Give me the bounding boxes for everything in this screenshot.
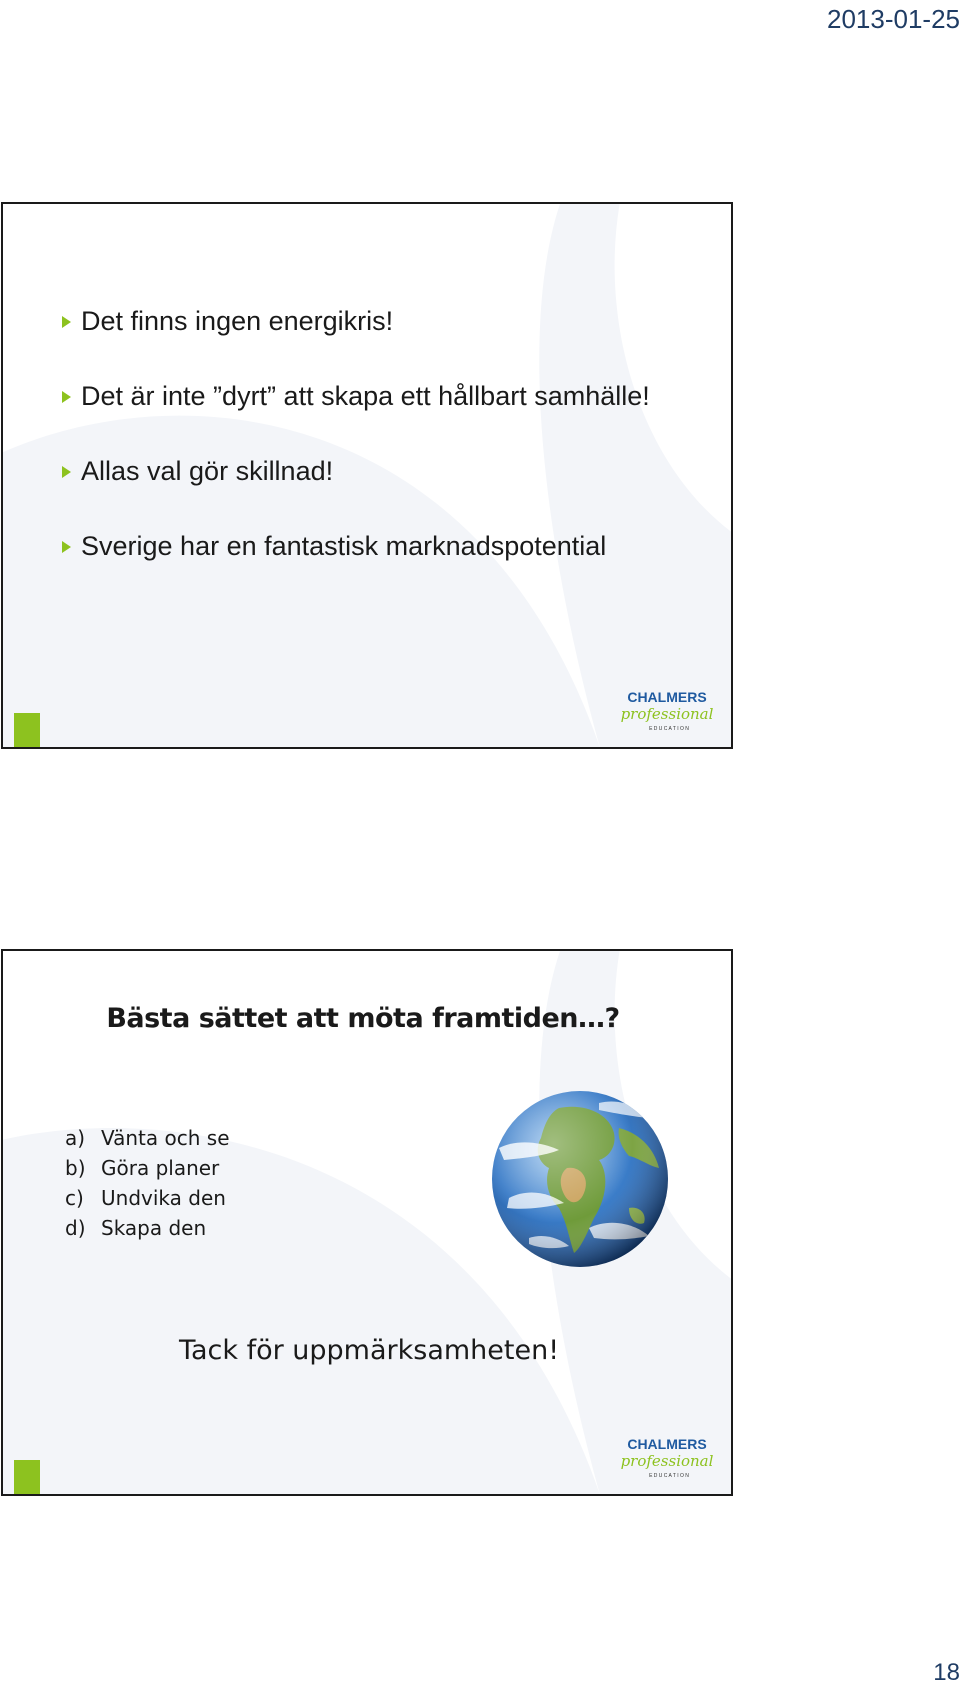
- chalmers-professional-logo: [619, 1436, 715, 1480]
- bullet-text: Allas val gör skillnad!: [81, 456, 334, 486]
- triangle-bullet-icon: [62, 466, 71, 478]
- option-list: [65, 1123, 230, 1243]
- logo-education-text: E D U C A T I O N: [649, 1473, 689, 1479]
- slide-title: Bästa sättet att möta framtiden…?: [106, 1003, 620, 1034]
- logo-chalmers-text: CHALMERS: [627, 1436, 707, 1452]
- option-text: Vänta och se: [101, 1126, 230, 1150]
- page-date: 2013-01-25: [827, 4, 960, 34]
- triangle-bullet-icon: [62, 316, 71, 328]
- page-number: 18: [933, 1659, 960, 1686]
- option-letter: b): [65, 1156, 86, 1180]
- option-letter: a): [65, 1126, 86, 1150]
- option-letter: c): [65, 1186, 84, 1210]
- option-text: Göra planer: [101, 1156, 220, 1180]
- earth-globe-image: [489, 1088, 671, 1270]
- bullet-item: [53, 456, 650, 531]
- bullet-text: Det finns ingen energikris!: [81, 306, 394, 336]
- option-item: [65, 1213, 230, 1243]
- bullet-text: Det är inte ”dyrt” att skapa ett hållbart samhälle!: [81, 381, 650, 411]
- triangle-bullet-icon: [62, 391, 71, 403]
- option-item: [65, 1153, 230, 1183]
- triangle-bullet-icon: [62, 541, 71, 553]
- bullet-item: [53, 531, 650, 606]
- slide-2: [1, 949, 733, 1496]
- option-text: Skapa den: [101, 1216, 207, 1240]
- chalmers-professional-logo: [619, 689, 715, 733]
- logo-chalmers-text: CHALMERS: [627, 689, 707, 705]
- logo-education-text: E D U C A T I O N: [649, 726, 689, 732]
- slide-1: [1, 202, 733, 749]
- logo-professional-text: professional: [620, 1452, 714, 1470]
- option-item: [65, 1183, 230, 1213]
- green-accent-square: [14, 713, 40, 747]
- green-accent-square: [14, 1460, 40, 1494]
- closing-message: Tack för uppmärksamheten!: [178, 1335, 560, 1366]
- option-text: Undvika den: [101, 1186, 226, 1210]
- logo-professional-text: professional: [620, 705, 714, 723]
- bullet-item: [53, 306, 650, 381]
- bullet-item: [53, 381, 650, 456]
- bullet-list: [53, 306, 650, 606]
- bullet-text: Sverige har en fantastisk marknadspotential: [81, 531, 607, 561]
- option-letter: d): [65, 1216, 86, 1240]
- option-item: [65, 1123, 230, 1153]
